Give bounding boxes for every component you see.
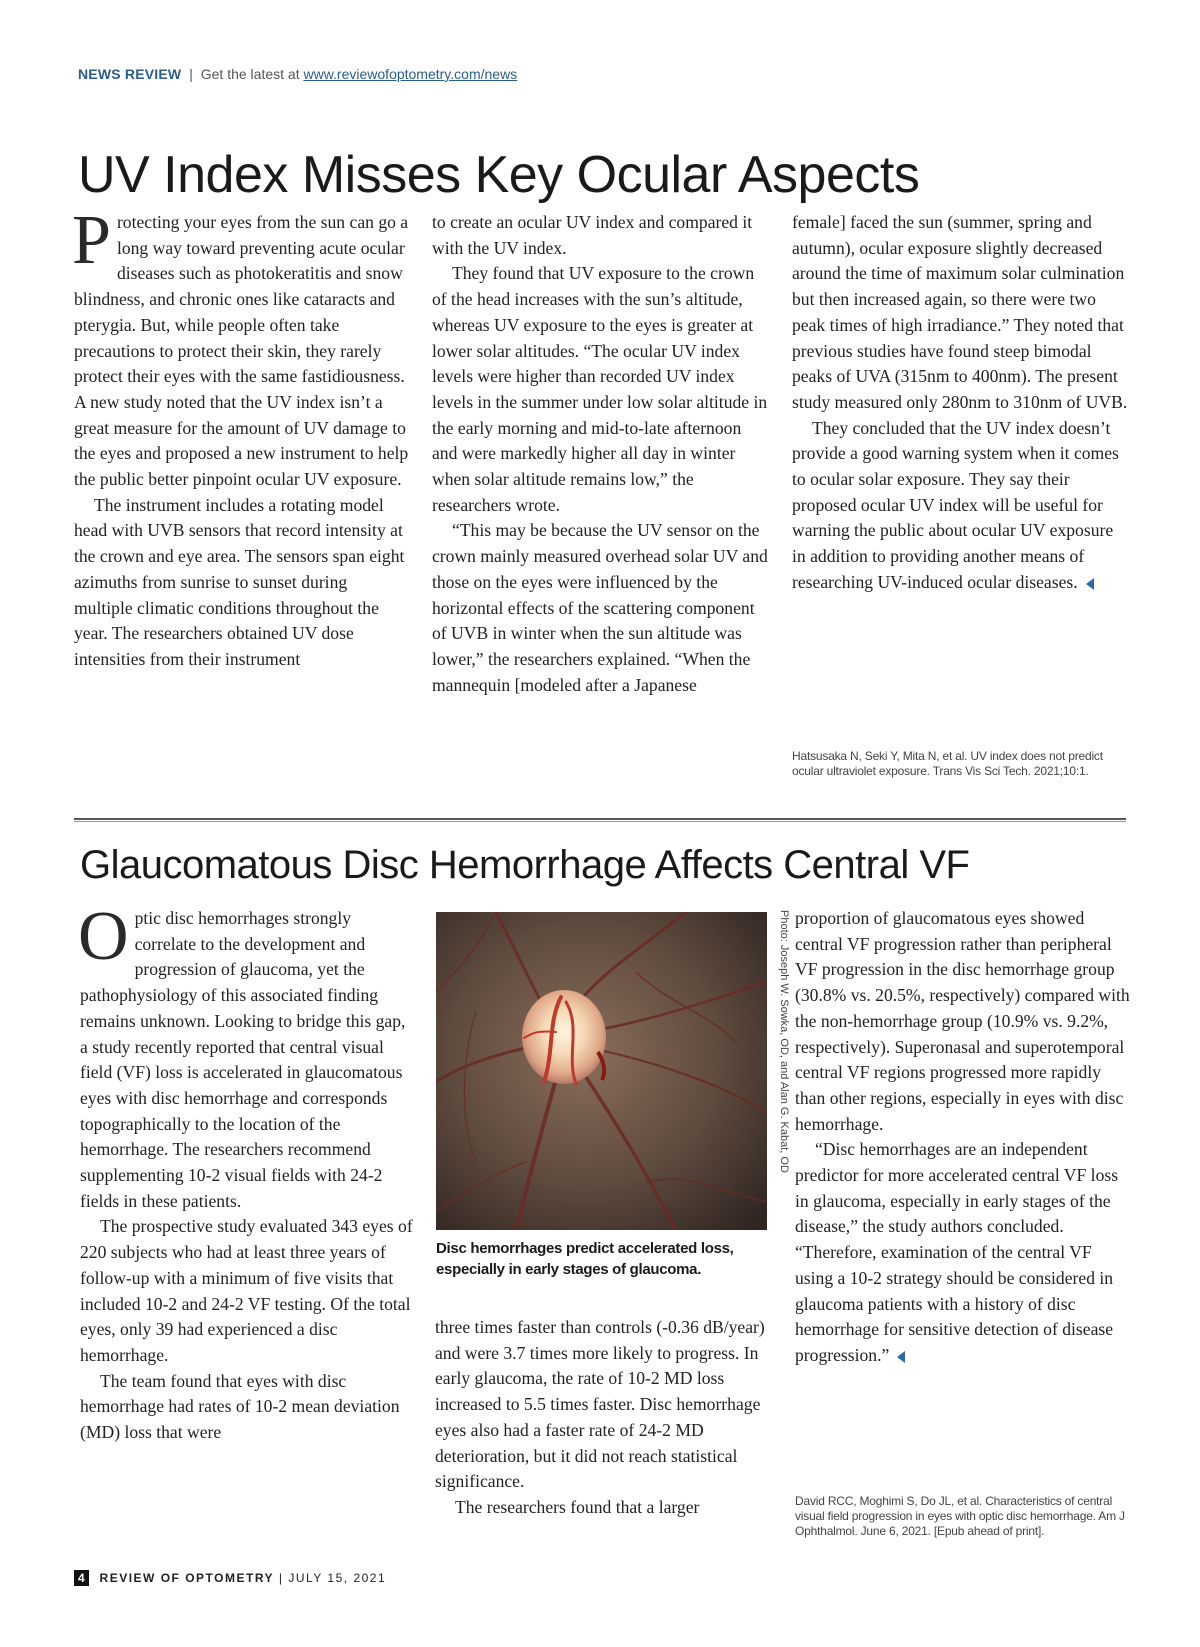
article2-reference: David RCC, Moghimi S, Do JL, et al. Characteristics of central visual field progression in eyes with optic disc hemorrhage. Am J Ophthalmol. June 6, 2021. [Epub ahead of print]. bbox=[795, 1494, 1125, 1538]
header-separator: | bbox=[189, 66, 193, 82]
article1-col2-paragraph-2: They found that UV exposure to the crown of the head increases with the sun’s altitude, whereas UV exposure to the eyes is greater at lower solar altitudes. “The ocular UV index levels were higher than recorded UV index levels in the summer under low solar altitude in the early morning and mid-to-late afternoon and were markedly higher all day in winter when solar altitude remains low,” the researchers wrote. bbox=[432, 263, 768, 515]
page-header bbox=[78, 66, 517, 82]
article2-col1-paragraph-2: The prospective study evaluated 343 eyes of 220 subjects who had at least three years of follow-up with a minimum of five visits that included 10-2 and 24-2 VF testing. Of the total eyes, only 39 had experienced a disc hemorrhage. bbox=[80, 1216, 413, 1365]
article2-col3-paragraph-2 bbox=[795, 1137, 1131, 1368]
article1-col2-paragraph-3: “This may be because the UV sensor on the crown mainly measured overhead solar UV and those on the eyes were influenced by the horizontal effects of the scattering component of UVB in winter when the sun altitude was lower,” the researchers explained. “When the mannequin [modeled after a Japanese bbox=[432, 520, 768, 695]
end-of-article-icon bbox=[897, 1351, 905, 1363]
photo-caption: Disc hemorrhages predict accelerated loss, especially in early stages of glaucoma. bbox=[436, 1240, 734, 1278]
article2-title: Glaucomatous Disc Hemorrhage Affects Central VF bbox=[80, 843, 970, 887]
article1-reference: Hatsusaka N, Seki Y, Mita N, et al. UV index does not predict ocular ultraviolet exposure. Trans Vis Sci Tech. 2021;10:1. bbox=[792, 749, 1103, 778]
article1-col3-paragraph-2-text: They concluded that the UV index doesn’t provide a good warning system when it comes to ocular solar exposure. They say their proposed ocular UV index will be useful for warning the public about ocular UV exposure in addition to providing another means of researching UV-induced ocular diseases. bbox=[792, 417, 1119, 592]
photo-credit bbox=[774, 910, 792, 1230]
page-footer bbox=[74, 1570, 386, 1586]
fundus-photo bbox=[436, 912, 767, 1230]
article2-col2-paragraph-2: The researchers found that a larger bbox=[455, 1496, 700, 1517]
article1-title: UV Index Misses Key Ocular Aspects bbox=[78, 146, 920, 204]
section-label: NEWS REVIEW bbox=[78, 66, 182, 82]
header-tagline: Get the latest at bbox=[200, 66, 300, 82]
article1-column-3 bbox=[792, 210, 1128, 596]
article2-col3-paragraph-2-text: “Disc hemorrhages are an independent predictor for more accelerated central VF loss in glaucoma, especially in early stages of the disease,” the study authors concluded. “Therefore, examination of the central VF using a 10-2 strategy should be considered in glaucoma patients with a history of disc hemorrhage for sensitive detection of disease progression.” bbox=[795, 1139, 1119, 1365]
footer-separator: | bbox=[278, 1571, 284, 1585]
article2-dropcap: O bbox=[78, 898, 129, 975]
article2-col1-paragraph-3: The team found that eyes with disc hemorrhage had rates of 10-2 mean deviation (MD) loss that were bbox=[80, 1370, 400, 1443]
article1-col1-paragraph-1: rotecting your eyes from the sun can go a long way toward preventing acute ocular diseases such as photokeratitis and snow blindness, and chronic ones like cataracts and pterygia. But, while people often take precautions to protect their skin, they rarely protect their eyes with the same fastidiousness. A new study noted that the UV index isn’t a great measure for the amount of UV damage to the eyes and proposed a new instrument to help the public better pinpoint ocular UV exposure. bbox=[74, 212, 409, 490]
article2-column-3 bbox=[795, 906, 1131, 1369]
article1-col3-paragraph-2 bbox=[792, 416, 1128, 596]
article1-column-1 bbox=[72, 202, 410, 673]
article2-column-1 bbox=[78, 898, 416, 1446]
article2-col3-paragraph-1: proportion of glaucomatous eyes showed central VF progression rather than peripheral VF progression in the disc hemorrhage group (30.8% vs. 20.5%, respectively) compared with the non-hemorrhage group (10.9% vs. 9.2%, respectively). Superonasal and superotemporal central VF regions progressed more rapidly than other regions, especially in eyes with disc hemorrhage. bbox=[795, 908, 1130, 1134]
photo-credit-text: Photo: Joseph W. Sowka, OD, and Alan G. Kabat, OD bbox=[778, 910, 790, 1173]
end-of-article-icon bbox=[1086, 578, 1094, 590]
article1-col2-paragraph-1: to create an ocular UV index and compared it with the UV index. bbox=[432, 212, 753, 258]
article1-col3-paragraph-1: female] faced the sun (summer, spring and autumn), ocular exposure slightly decreased around the time of maximum solar culmination but then increased again, so there were two peak times of high irradiance.” They noted that previous studies have found steep bimodal peaks of UVA (315nm to 400nm). The present study measured only 280nm to 310nm of UVB. bbox=[792, 212, 1128, 412]
issue-date: JULY 15, 2021 bbox=[288, 1571, 387, 1585]
article1-dropcap: P bbox=[72, 202, 111, 279]
article1-column-2 bbox=[432, 210, 768, 698]
section-divider bbox=[74, 818, 1126, 820]
article1-col1-paragraph-2: The instrument includes a rotating model head with UVB sensors that record intensity at the crown and eye area. The sensors span eight azimuths from sunrise to sunset during multiple climatic conditions throughout the year. The researchers obtained UV dose intensities from their instrument bbox=[74, 494, 405, 669]
article2-column-2 bbox=[435, 1315, 771, 1521]
website-link[interactable]: www.reviewofoptometry.com/news bbox=[303, 66, 518, 82]
article2-col1-paragraph-1: ptic disc hemorrhages strongly correlate to the development and progression of glaucoma, yet the pathophysiology of this associated finding remains unknown. Looking to bridge this gap, a study recently reported that central visual field (VF) loss is accelerated in glaucomatous eyes with disc hemorrhage and corresponds topographically to the location of the hemorrhage. The researchers recommend supplementing 10-2 visual fields with 24-2 fields in these patients. bbox=[80, 908, 406, 1211]
section-divider-thin bbox=[74, 821, 1126, 822]
publication-name: REVIEW OF OPTOMETRY bbox=[99, 1571, 275, 1585]
page-number: 4 bbox=[74, 1570, 89, 1586]
article2-col2-paragraph-1: three times faster than controls (-0.36 dB/year) and were 3.7 times more likely to progress. In early glaucoma, the rate of 10-2 MD loss increased to 5.5 times faster. Disc hemorrhage eyes also had a faster rate of 24-2 MD deterioration, but it did not reach statistical significance. bbox=[435, 1317, 765, 1492]
